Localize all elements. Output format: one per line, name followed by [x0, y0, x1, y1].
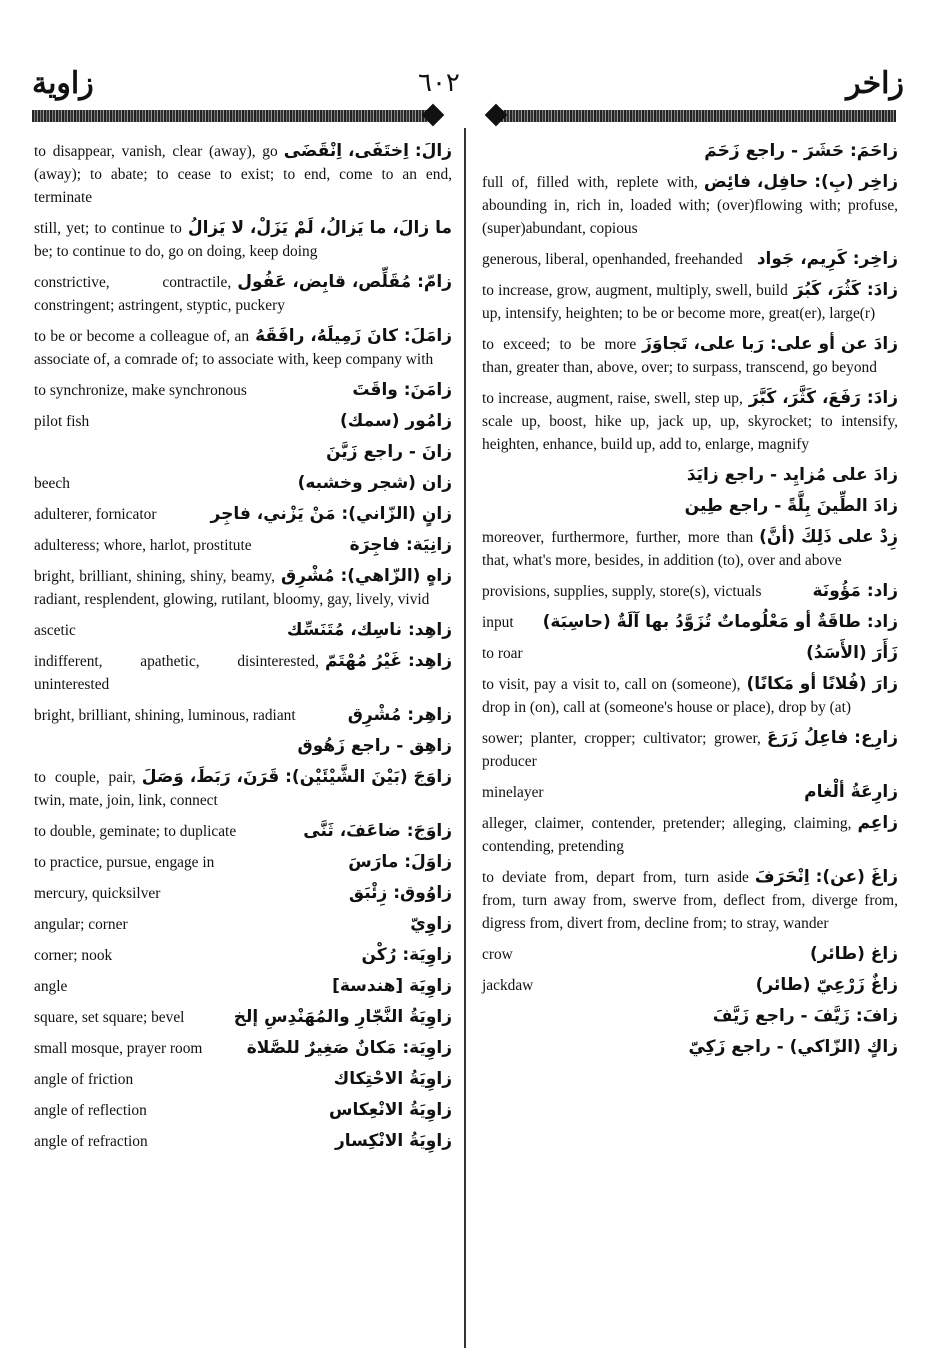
english-definition: provisions, supplies, supply, store(s), victuals — [482, 583, 762, 600]
english-definition: angle of reflection — [34, 1102, 147, 1119]
english-definition: to couple, pair, twin, mate, join, link, connect — [34, 769, 218, 809]
arabic-headword: زاهِد: ناسِك، مُتَنَسِّك — [286, 620, 452, 640]
english-definition: to visit, pay a visit to, call on (someone), drop in (on), call at (someone's house or place), drop by (at) — [482, 676, 852, 716]
dictionary-entry — [34, 1130, 452, 1153]
dictionary-entry — [482, 1036, 898, 1059]
header-rule-right — [498, 110, 896, 122]
dictionary-entry — [34, 472, 452, 495]
arabic-headword: زاهٍ (الزّاهي): مُشْرِق — [280, 566, 452, 586]
english-definition: constrictive, contractile, constringent; astringent, styptic, puckery — [34, 274, 285, 314]
english-definition: pilot fish — [34, 413, 90, 430]
arabic-headword: زاوِيَةُ النَّجّارِ والمُهَنْدِسِ إلخ — [233, 1007, 452, 1027]
dictionary-entry — [482, 781, 898, 804]
arabic-headword: زارَ (فُلانًا أو مَكانًا) — [746, 674, 898, 694]
dictionary-entry — [34, 325, 452, 371]
arabic-headword: زاخِر (بِ): حافِل، فائِض — [703, 172, 898, 192]
arabic-headword: زارِع: فاعِلُ زَرَعَ — [766, 728, 898, 748]
english-definition: to exceed; to be more than, greater than, above, over; to surpass, transcend, go beyond — [482, 336, 877, 376]
dictionary-entry — [482, 140, 898, 163]
english-definition: mercury, quicksilver — [34, 885, 161, 902]
english-definition: to increase, augment, raise, swell, step up, scale up, boost, hike up, jack up, up, skyrocket; to intensify, heighten, enhance, build up, add to, enlarge, magnify — [482, 390, 898, 453]
english-definition: jackdaw — [482, 977, 534, 994]
arabic-headword: زامَنَ: واقَتَ — [352, 380, 452, 400]
english-definition: bright, brilliant, shining, shiny, beamy, radiant, resplendent, glowing, rutilant, bloomy, gay, lively, vivid — [34, 568, 430, 608]
dictionary-entry — [482, 171, 898, 240]
dictionary-entry — [34, 410, 452, 433]
dictionary-entry — [482, 387, 898, 456]
dictionary-entry — [34, 1037, 452, 1060]
arabic-headword: زَأَرَ (الأَسَدُ) — [806, 643, 898, 663]
diamond-ornament-left — [422, 104, 445, 127]
english-definition: to increase, grow, augment, multiply, swell, build up, intensify, heighten; to be or become more, great(er), large(r) — [482, 282, 876, 322]
english-definition: crow — [482, 946, 513, 963]
english-definition: small mosque, prayer room — [34, 1040, 203, 1057]
english-definition: adulteress; whore, harlot, prostitute — [34, 537, 252, 554]
arabic-headword: زاوُوق: زِئْبَق — [348, 883, 452, 903]
english-definition: angle — [34, 978, 68, 995]
dictionary-entry — [34, 851, 452, 874]
column-divider — [464, 128, 466, 1348]
dictionary-entry — [34, 704, 452, 727]
dictionary-entry — [482, 812, 898, 858]
dictionary-entry — [34, 1068, 452, 1091]
arabic-headword: زاهِر: مُشْرِق — [347, 705, 452, 725]
arabic-headword: زِدْ على ذَلِكَ (أنَّ) — [759, 527, 898, 547]
dictionary-entry — [482, 611, 898, 634]
arabic-headword: زادَ عن أو على: رَبا على، تَجاوَزَ — [642, 334, 898, 354]
dictionary-entry — [482, 727, 898, 773]
dictionary-entry — [34, 650, 452, 696]
arabic-headword: زاخِر: كَرِيم، جَواد — [756, 249, 898, 269]
arabic-headword: زاد: طاقَةٌ أو مَعْلُوماتٌ تُزَوَّدُ بها آلَةٌ (حاسِبَة) — [542, 612, 898, 632]
right-running-headword: زاخر — [846, 67, 904, 100]
english-definition: input — [482, 614, 514, 631]
page-number: ٦٠٢ — [418, 68, 460, 97]
arabic-headword: زاوِيَة: مَكانٌ صَغِيرٌ للصَّلاة — [246, 1038, 452, 1058]
dictionary-entry — [34, 619, 452, 642]
arabic-headword: زاغٌ زَرْعِيّ (طائر) — [755, 975, 898, 995]
arabic-headword: زانٍ (الزّاني): مَنْ يَزْني، فاجِر — [210, 504, 452, 524]
dictionary-entry — [482, 333, 898, 379]
english-definition: to be or become a colleague of, an associate of, a comrade of; to associate with, keep company with — [34, 328, 434, 368]
english-definition: angle of friction — [34, 1071, 134, 1088]
dictionary-entry — [34, 1006, 452, 1029]
english-definition: alleger, claimer, contender, pretender; alleging, claiming, contending, pretending — [482, 815, 852, 855]
dictionary-entry — [34, 913, 452, 936]
english-definition: to practice, pursue, engage in — [34, 854, 215, 871]
arabic-headword: زاهِق - راجع زَهُوق — [297, 736, 452, 756]
english-definition: moreover, furthermore, further, more than that, what's more, besides, in addition (to), over and above — [482, 529, 842, 569]
dictionary-entry — [482, 464, 898, 487]
arabic-headword: زان (شجر وخشبه) — [297, 473, 452, 493]
arabic-headword: زاغ (طائر) — [809, 944, 898, 964]
dictionary-entry — [34, 820, 452, 843]
arabic-headword: زارِعَةُ ألْغام — [804, 782, 898, 802]
english-definition: full of, filled with, replete with, abounding in, rich in, loaded with; (over)flowing with; profuse, (super)abundant, copious — [482, 174, 898, 237]
arabic-headword: زالَ: اِختَفَى، اِنْقَضَى — [283, 141, 452, 161]
english-definition: sower; planter, cropper; cultivator; grower, producer — [482, 730, 761, 770]
english-definition: to disappear, vanish, clear (away), go (away); to abate; to cease to exist; to end, come to an end, terminate — [34, 143, 452, 206]
arabic-headword: زادَ على مُزايِد - راجع زايَدَ — [686, 465, 898, 485]
arabic-headword: زاحَمَ: حَشَرَ - راجع زَحَمَ — [704, 141, 898, 161]
dictionary-entry — [34, 441, 452, 464]
english-definition: to deviate from, depart from, turn aside from, turn away from, swerve from, deflect from, diverge from, digress from, divert from, decline from; to stray, wander — [482, 869, 898, 932]
arabic-headword: زاوِيَةُ الاحْتِكاك — [333, 1069, 452, 1089]
dictionary-entry — [482, 580, 898, 603]
left-running-headword: زاوية — [32, 67, 94, 100]
dictionary-entry — [34, 975, 452, 998]
english-definition: adulterer, fornicator — [34, 506, 157, 523]
english-definition: ascetic — [34, 622, 76, 639]
dictionary-entry — [482, 974, 898, 997]
arabic-headword: زاوَجَ: ضاعَفَ، ثَنَّى — [303, 821, 452, 841]
english-definition: to synchronize, make synchronous — [34, 382, 247, 399]
dictionary-entry — [34, 735, 452, 758]
dictionary-entry — [482, 673, 898, 719]
arabic-headword: زاوَلَ: مارَسَ — [348, 852, 452, 872]
dictionary-entry — [34, 271, 452, 317]
dictionary-entry — [34, 944, 452, 967]
english-definition: to roar — [482, 645, 523, 662]
arabic-headword: زاكٍ (الزّاكي) - راجع زَكِيّ — [688, 1037, 898, 1057]
dictionary-entry — [34, 882, 452, 905]
dictionary-entry — [34, 217, 452, 263]
english-definition: corner; nook — [34, 947, 113, 964]
arabic-headword: زاهِد: غَيْرُ مُهْتَمّ — [324, 651, 452, 671]
dictionary-entry — [34, 503, 452, 526]
dictionary-entry — [34, 1099, 452, 1122]
arabic-headword: زاوِيّ — [410, 914, 452, 934]
arabic-headword: زامَلَ: كانَ زَمِيلَهُ، رافَقَهُ — [255, 326, 452, 346]
dictionary-entry — [482, 642, 898, 665]
english-definition: to double, geminate; to duplicate — [34, 823, 237, 840]
arabic-headword: زاعِم — [857, 813, 898, 833]
dictionary-entry — [34, 534, 452, 557]
arabic-headword: زاغَ (عن): اِنْحَرَفَ — [754, 867, 898, 887]
dictionary-entry — [482, 943, 898, 966]
english-definition: angular; corner — [34, 916, 128, 933]
dictionary-entry — [482, 526, 898, 572]
dictionary-entry — [482, 495, 898, 518]
dictionary-entry — [34, 140, 452, 209]
arabic-headword: زاوِيَةُ الانْكِسار — [334, 1131, 452, 1151]
english-definition: still, yet; to continue to be; to continue to do, go on doing, keep doing — [34, 220, 318, 260]
arabic-headword: زادَ: كَثُرَ، كَبُرَ — [793, 280, 898, 300]
dictionary-entry — [482, 1005, 898, 1028]
dictionary-entry — [34, 766, 452, 812]
arabic-headword: زانِيَة: فاجِرَة — [349, 535, 452, 555]
arabic-headword: زاد: مَؤُونَة — [812, 581, 898, 601]
english-definition: angle of refraction — [34, 1133, 148, 1150]
dictionary-entry — [482, 866, 898, 935]
page-header — [0, 66, 944, 106]
arabic-headword: زانَ - راجع زَيَّنَ — [326, 442, 452, 462]
dictionary-entry — [482, 248, 898, 271]
right-column — [482, 140, 898, 1067]
arabic-headword: زامُور (سمك) — [340, 411, 452, 431]
english-definition: beech — [34, 475, 70, 492]
arabic-headword: زادَ الطِّينَ بِلَّةً - راجع طِين — [684, 496, 898, 516]
arabic-headword: زاوِيَةُ الانْعِكاس — [329, 1100, 452, 1120]
english-definition: indifferent, apathetic, disinterested, uninterested — [34, 653, 319, 693]
arabic-headword: زاوِيَة [هندسة] — [332, 976, 452, 996]
english-definition: minelayer — [482, 784, 544, 801]
arabic-headword: زافَ: زَيَّفَ - راجع زَيَّفَ — [712, 1006, 898, 1026]
english-definition: generous, liberal, openhanded, freehanded — [482, 251, 743, 268]
header-rule-left — [32, 110, 432, 122]
dictionary-entry — [34, 565, 452, 611]
dictionary-entry — [34, 379, 452, 402]
arabic-headword: زامّ: مُقَلِّص، قابِض، عَفُول — [237, 272, 452, 292]
arabic-headword: زاوِيَة: رُكْن — [361, 945, 452, 965]
arabic-headword: ما زالَ، ما يَزالُ، لَمْ يَزَلْ، لا يَزالُ — [187, 218, 452, 238]
english-definition: square, set square; bevel — [34, 1009, 185, 1026]
left-column — [34, 140, 452, 1161]
dictionary-entry — [482, 279, 898, 325]
english-definition: bright, brilliant, shining, luminous, radiant — [34, 707, 296, 724]
arabic-headword: زادَ: رَفَعَ، كَثَّرَ، كَبَّرَ — [748, 388, 898, 408]
diamond-ornament-right — [485, 104, 508, 127]
arabic-headword: زاوَجَ (بَيْنَ الشَّيْئَيْن): قَرَنَ، رَبَطَ، وَصَلَ — [141, 767, 452, 787]
